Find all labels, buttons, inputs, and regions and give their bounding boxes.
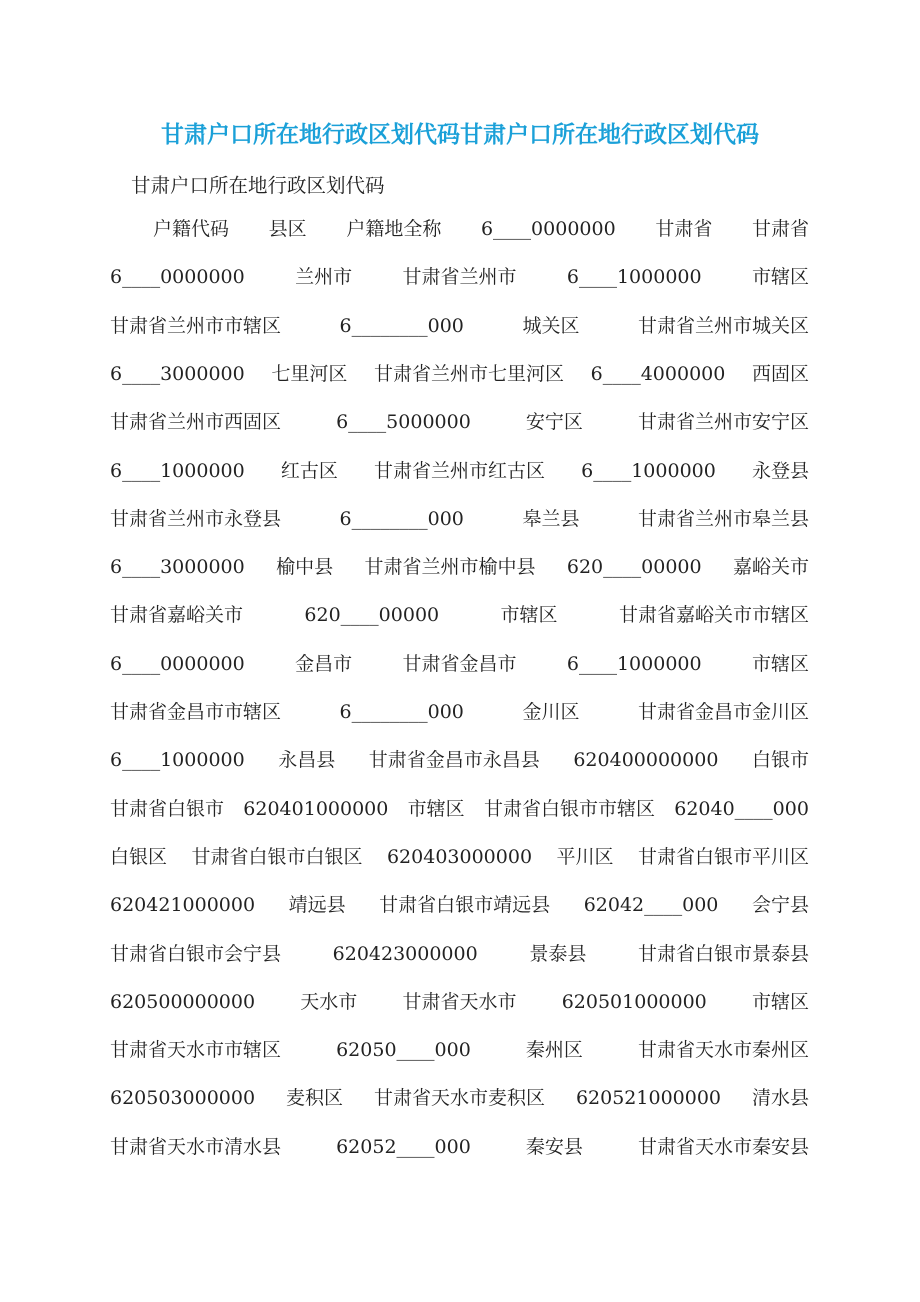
text-token: 西固区 bbox=[751, 363, 809, 385]
text-token: 甘肃省兰州市安宁区 bbox=[637, 411, 809, 433]
text-token: 天水市 bbox=[300, 991, 358, 1013]
text-token: 白银市 bbox=[751, 749, 809, 771]
text-token: 6____1000000 bbox=[581, 460, 716, 482]
text-token: 甘肃省兰州市七里河区 bbox=[373, 363, 564, 385]
text-token: 62042____000 bbox=[583, 894, 719, 916]
text-line bbox=[110, 890, 809, 920]
text-line bbox=[110, 407, 809, 437]
text-token: 6____0000000 bbox=[480, 218, 616, 240]
text-token: 甘肃省兰州市市辖区 bbox=[110, 315, 282, 337]
text-token: 6____1000000 bbox=[566, 266, 702, 288]
text-token: 金昌市 bbox=[295, 653, 353, 675]
text-token: 甘肃省兰州市 bbox=[402, 266, 517, 288]
text-token: 甘肃省白银市 bbox=[110, 798, 225, 820]
text-token: 安宁区 bbox=[525, 411, 583, 433]
text-token: 红古区 bbox=[280, 460, 338, 482]
text-token: 七里河区 bbox=[271, 363, 348, 385]
text-line bbox=[110, 600, 809, 630]
text-token: 清水县 bbox=[751, 1087, 809, 1109]
text-token: 县区 bbox=[268, 218, 307, 240]
text-token: 6____1000000 bbox=[566, 653, 702, 675]
text-token: 皋兰县 bbox=[522, 508, 580, 530]
text-token: 永昌县 bbox=[278, 749, 336, 771]
text-line bbox=[110, 262, 809, 292]
text-token: 金川区 bbox=[522, 701, 580, 723]
text-token: 甘肃省白银市靖远县 bbox=[379, 894, 551, 916]
text-line bbox=[110, 794, 809, 824]
text-line bbox=[110, 552, 809, 582]
text-token: 甘肃省兰州市永登县 bbox=[110, 508, 282, 530]
text-token: 6________000 bbox=[339, 315, 464, 337]
text-line bbox=[110, 649, 809, 679]
text-line bbox=[110, 456, 809, 486]
text-token: 永登县 bbox=[751, 460, 809, 482]
text-token: 甘肃省兰州市西固区 bbox=[110, 411, 282, 433]
text-token: 秦安县 bbox=[525, 1136, 583, 1158]
text-token: 甘肃省白银市会宁县 bbox=[110, 943, 282, 965]
text-token: 市辖区 bbox=[751, 991, 809, 1013]
text-token: 甘肃省金昌市 bbox=[402, 653, 517, 675]
text-token: 甘肃省天水市市辖区 bbox=[110, 1039, 282, 1061]
document-subtitle: 甘肃户口所在地行政区划代码 bbox=[131, 174, 385, 197]
text-token: 62052____000 bbox=[336, 1136, 471, 1158]
text-token: 6____1000000 bbox=[110, 749, 245, 771]
text-token: 620____00000 bbox=[566, 556, 702, 578]
text-token: 6____3000000 bbox=[110, 363, 245, 385]
text-token: 甘肃省兰州市榆中县 bbox=[364, 556, 536, 578]
text-token: 甘肃省兰州市城关区 bbox=[637, 315, 809, 337]
text-token: 6____5000000 bbox=[336, 411, 471, 433]
text-line bbox=[110, 311, 809, 341]
text-token: 6____0000000 bbox=[110, 266, 245, 288]
text-line bbox=[110, 987, 809, 1017]
text-token: 甘肃省 bbox=[751, 218, 809, 240]
text-token: 景泰县 bbox=[529, 943, 587, 965]
text-token: 市辖区 bbox=[407, 798, 465, 820]
text-line bbox=[110, 504, 809, 534]
text-token: 620501000000 bbox=[561, 991, 707, 1013]
text-token: 620401000000 bbox=[243, 798, 389, 820]
text-token: 嘉峪关市 bbox=[732, 556, 809, 578]
text-token: 620403000000 bbox=[386, 846, 533, 868]
text-token: 甘肃省兰州市皋兰县 bbox=[637, 508, 809, 530]
text-token: 620500000000 bbox=[110, 991, 256, 1013]
text-token: 620400000000 bbox=[573, 749, 719, 771]
text-token: 甘肃省白银市市辖区 bbox=[483, 798, 655, 820]
text-token: 62040____000 bbox=[674, 798, 809, 820]
text-token: 甘肃省金昌市永昌县 bbox=[368, 749, 540, 771]
text-token: 市辖区 bbox=[751, 653, 809, 675]
text-token: 620521000000 bbox=[575, 1087, 722, 1109]
document-title: 甘肃户口所在地行政区划代码甘肃户口所在地行政区划代码 bbox=[161, 121, 759, 148]
text-token: 兰州市 bbox=[295, 266, 353, 288]
text-line bbox=[110, 1083, 809, 1113]
text-token: 620423000000 bbox=[332, 943, 478, 965]
text-token: 户籍地全称 bbox=[346, 218, 442, 240]
text-token: 麦积区 bbox=[286, 1087, 344, 1109]
text-token: 甘肃省金昌市市辖区 bbox=[110, 701, 282, 723]
text-line bbox=[110, 359, 809, 389]
text-token: 甘肃省天水市麦积区 bbox=[373, 1087, 545, 1109]
text-token: 榆中县 bbox=[276, 556, 334, 578]
text-token: 620503000000 bbox=[110, 1087, 256, 1109]
text-token: 6____3000000 bbox=[110, 556, 245, 578]
text-line bbox=[110, 745, 809, 775]
text-token: 城关区 bbox=[522, 315, 580, 337]
text-token: 6____4000000 bbox=[590, 363, 726, 385]
text-token: 甘肃省天水市清水县 bbox=[110, 1136, 282, 1158]
text-token: 甘肃省金昌市金川区 bbox=[637, 701, 809, 723]
text-token: 甘肃省天水市秦州区 bbox=[637, 1039, 809, 1061]
text-line bbox=[110, 697, 809, 727]
text-line bbox=[153, 214, 809, 244]
text-token: 甘肃省白银市白银区 bbox=[191, 846, 363, 868]
text-token: 市辖区 bbox=[500, 604, 558, 626]
text-line bbox=[110, 1035, 809, 1065]
text-token: 甘肃省嘉峪关市市辖区 bbox=[618, 604, 809, 626]
text-line bbox=[110, 1132, 809, 1162]
text-token: 户籍代码 bbox=[153, 218, 230, 240]
text-token: 甘肃省天水市秦安县 bbox=[637, 1136, 809, 1158]
text-line bbox=[110, 842, 809, 872]
text-token: 会宁县 bbox=[751, 894, 809, 916]
text-token: 秦州区 bbox=[525, 1039, 583, 1061]
text-token: 620421000000 bbox=[110, 894, 256, 916]
text-line bbox=[110, 939, 809, 969]
text-token: 甘肃省 bbox=[655, 218, 713, 240]
text-token: 甘肃省白银市平川区 bbox=[637, 846, 809, 868]
text-token: 甘肃省兰州市红古区 bbox=[373, 460, 545, 482]
text-token: 62050____000 bbox=[336, 1039, 471, 1061]
text-token: 甘肃省白银市景泰县 bbox=[637, 943, 809, 965]
text-token: 甘肃省天水市 bbox=[402, 991, 517, 1013]
text-token: 甘肃省嘉峪关市 bbox=[110, 604, 244, 626]
text-token: 白银区 bbox=[110, 846, 168, 868]
text-token: 靖远县 bbox=[288, 894, 346, 916]
text-token: 6________000 bbox=[339, 701, 464, 723]
text-token: 6____1000000 bbox=[110, 460, 245, 482]
text-token: 市辖区 bbox=[751, 266, 809, 288]
text-token: 6____0000000 bbox=[110, 653, 245, 675]
text-token: 6________000 bbox=[339, 508, 464, 530]
text-token: 620____00000 bbox=[304, 604, 440, 626]
text-token: 平川区 bbox=[556, 846, 614, 868]
